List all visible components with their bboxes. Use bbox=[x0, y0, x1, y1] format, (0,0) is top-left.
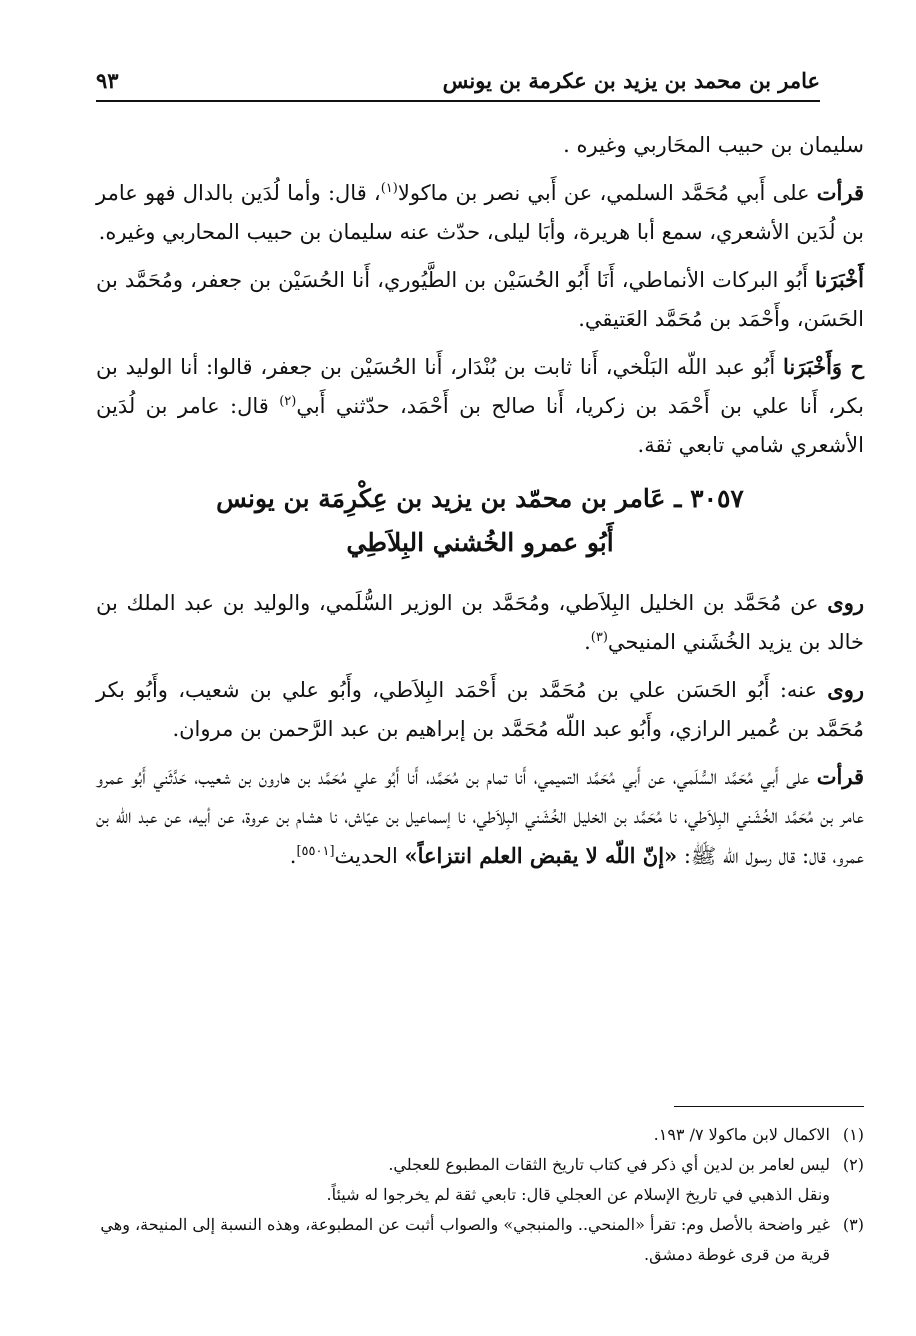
footnote-text: ونقل الذهبي في تاريخ الإسلام عن العجلي قال: تابعي ثقة لم يخرجوا له شيئاً. bbox=[326, 1185, 830, 1204]
paragraph-text: أَبُو عبد اللّه البَلْخي، أَنا ثابت بن بُنْدَار، أَنا الحُسَيْن بن جعفر، قالوا: أنا الوليد بن بكر، أَنا علي بن أَحْمَد بن زكريا، أَنا صالح بن أَحْمَد، حدّثني أَبي bbox=[96, 355, 864, 418]
footnote-ref[interactable]: (١) bbox=[380, 181, 398, 196]
hadith-number: [٥٥٠١] bbox=[296, 844, 335, 859]
paragraph-text: ، قال: وأما لُدَين بالدال فهو عامر بن لُدَين الأشعري، سمع أبا هريرة، وأبَا ليلى، حدّث عنه سليمان بن حبيب المحاربي وغيره. bbox=[96, 181, 864, 244]
footnote bbox=[96, 1120, 864, 1150]
paragraph bbox=[96, 173, 864, 252]
paragraph-text: سليمان بن حبيب المحَاربي وغيره . bbox=[563, 133, 864, 157]
footnote-separator bbox=[674, 1106, 864, 1107]
footnote-number: (٢) bbox=[842, 1155, 864, 1174]
paragraph-text: على أَبي مُحَمَّد السُّلَمي، عن أَبي مُحَمَّد التميمي، أَنا تمام بن مُحَمَّد، أَنا أَبُو علي مُحَمَّد بن هارون بن شعيب، حَدَّثَني أَبُو عمرو عامر بن مُحَمَّد الخُشَني البِلاَطي، نا مُحَمَّد بن الخليل الخُشَني البِلاَطي، نا إسماعيل بن عيّاش، نا هشام بن عروة، عن أبيه، عن عبد اللّه بن عمرو، قال: قال رسول اللّه ﷺ: bbox=[96, 765, 864, 868]
entry-subtitle: أَبُو عمرو الخُشني البِلاَطِي bbox=[346, 528, 614, 557]
keyword: أَخْبَرَنا bbox=[815, 267, 864, 292]
paragraph-text: أَبُو البركات الأنماطي، أَنَا أَبُو الحُسَيْن بن الطَّيُوري، أَنا الحُسَيْن بن جعفر، ومُحَمَّد بن الحَسَن، وأَحْمَد بن مُحَمَّد العَتيقي. bbox=[96, 268, 864, 331]
footnote-text: ليس لعامر بن لدين أي ذكر في كتاب تاريخ الثقات المطبوع للعجلي. bbox=[388, 1155, 830, 1174]
footnote bbox=[96, 1150, 864, 1180]
page-number: ٩٣ bbox=[96, 67, 119, 93]
footnote-text: الاكمال لابن ماكولا ٧/ ١٩٣. bbox=[653, 1125, 830, 1144]
running-title: عامر بن محمد بن يزيد بن عكرمة بن يونس bbox=[442, 67, 820, 93]
footnotes bbox=[96, 1120, 864, 1270]
hadith-quote: «إنّ اللّه لا يقبض العلم انتزاعاً» bbox=[404, 843, 678, 868]
paragraph-text: قال: عامر بن لُدَين الأشعري شامي تابعي ثقة. bbox=[96, 394, 864, 457]
footnote-text: غير واضحة بالأصل وم: تقرأ «المنحي.. والمنبجي» والصواب أثبت عن المطبوعة، وهذه النسبة إلى المنيحة، وهي قرية من قرى غوطة دمشق. bbox=[100, 1215, 830, 1264]
keyword: قرأت bbox=[816, 764, 864, 789]
paragraph-text: . bbox=[289, 844, 297, 868]
keyword: روى bbox=[827, 590, 864, 615]
paragraph bbox=[96, 126, 864, 165]
footnote-ref[interactable]: (٢) bbox=[279, 394, 297, 409]
running-header bbox=[96, 60, 820, 102]
paragraph bbox=[96, 670, 864, 749]
paragraph bbox=[96, 260, 864, 339]
paragraph-text: على أَبي مُحَمَّد السلمي، عن أَبي نصر بن ماكولا bbox=[397, 181, 817, 205]
paragraph bbox=[96, 347, 864, 465]
paragraph-text: الحديث bbox=[334, 844, 405, 868]
paragraph bbox=[96, 583, 864, 662]
footnote-number: (١) bbox=[842, 1125, 864, 1144]
footnote bbox=[96, 1210, 864, 1270]
paragraph bbox=[96, 757, 864, 876]
paragraph-text: . bbox=[584, 630, 591, 654]
keyword: قرأت bbox=[816, 180, 865, 205]
keyword: ح وَأَخْبَرَنا bbox=[782, 354, 864, 379]
footnote-ref[interactable]: (٣) bbox=[590, 630, 608, 645]
main-text bbox=[96, 126, 864, 884]
footnote-number bbox=[830, 1180, 864, 1210]
paragraph-text: عن مُحَمَّد بن الخليل البِلاَطي، ومُحَمَّد بن الوزير السُّلَمي، والوليد بن عبد الملك بن خالد بن يزيد الخُشَني المنيحي bbox=[96, 591, 864, 654]
footnote-number: (٣) bbox=[842, 1215, 864, 1234]
entry-heading bbox=[96, 477, 864, 565]
keyword: روى bbox=[827, 677, 864, 702]
entry-title: ٣٠٥٧ ـ عَامر بن محمّد بن يزيد بن عِكْرِمَة بن يونس bbox=[216, 484, 744, 513]
footnote bbox=[96, 1180, 864, 1210]
paragraph-text: عنه: أَبُو الحَسَن علي بن مُحَمَّد بن أَحْمَد البِلاَطي، وأَبُو علي بن شعيب، وأَبُو بكر مُحَمَّد بن عُمير الرازي، وأَبُو عبد اللّه مُحَمَّد بن إبراهيم بن عبد الرَّحمن بن مروان. bbox=[96, 678, 864, 741]
